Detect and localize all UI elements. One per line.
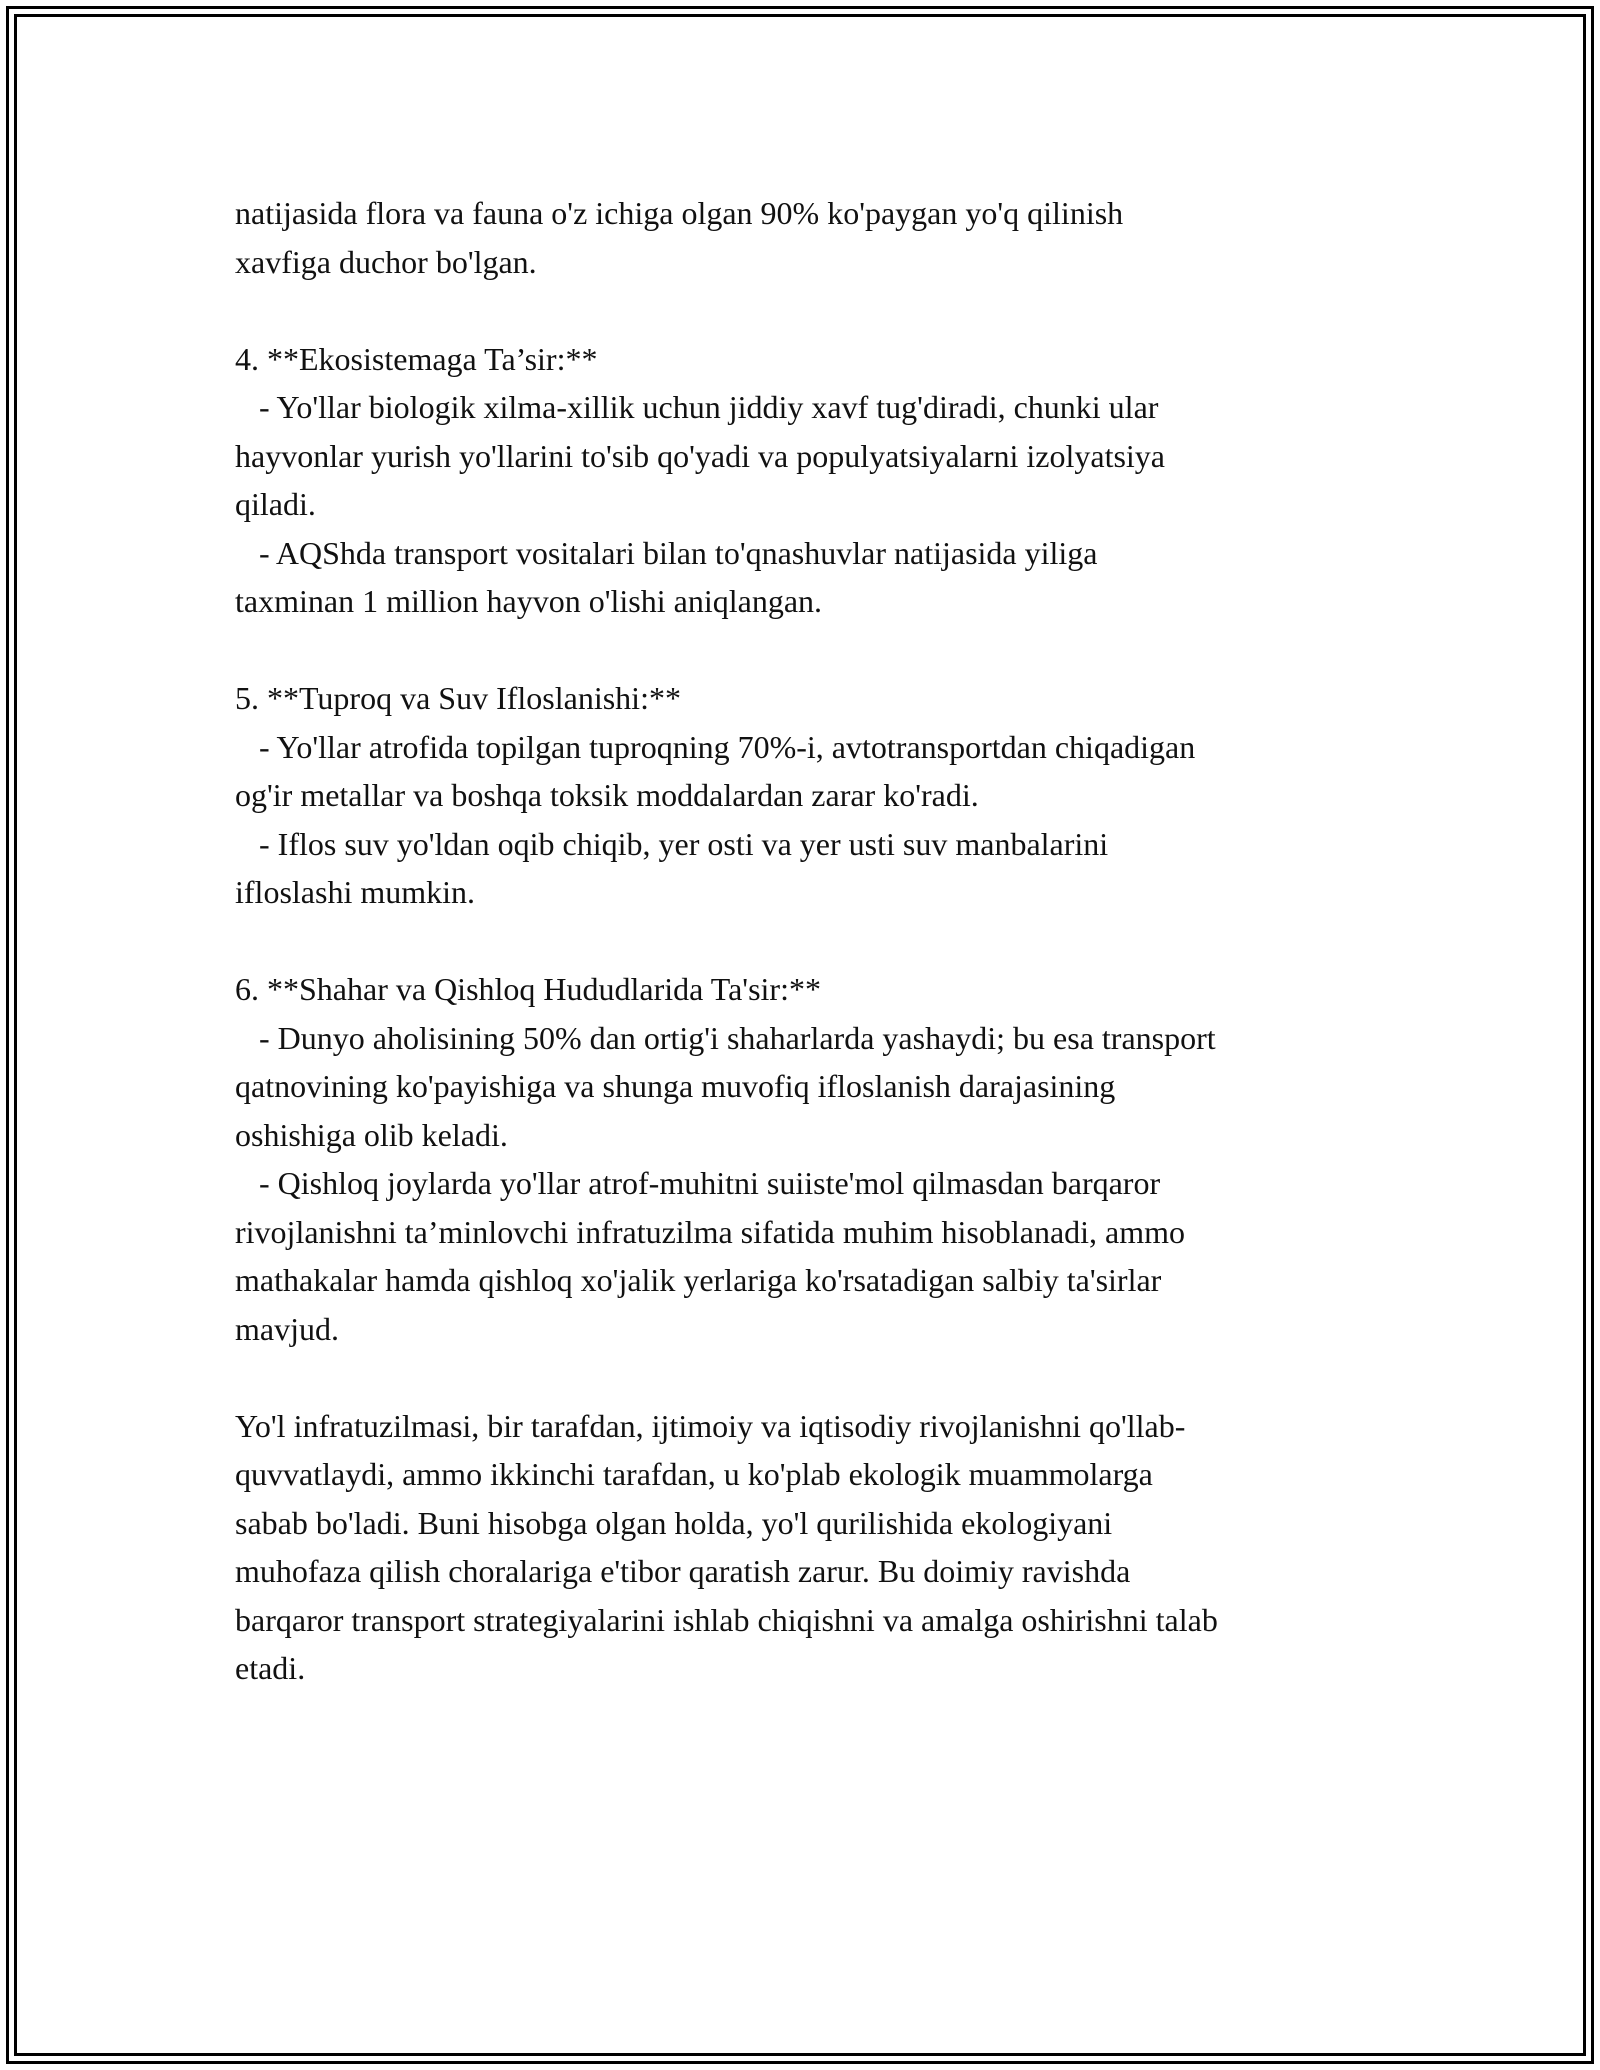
- text-line: sabab bo'ladi. Buni hisobga olgan holda, yo'l qurilishida ekologiyani: [235, 1504, 1113, 1541]
- section-heading: 5. **Tuproq va Suv Ifloslanishi:**: [235, 680, 681, 716]
- section-shahar-qishloq: [235, 965, 1385, 1353]
- text-line: og'ir metallar va boshqa toksik moddalardan zarar ko'radi.: [235, 777, 979, 813]
- text-line: - Yo'llar atrofida topilgan tuproqning 70%-i, avtotransportdan chiqadigan: [235, 728, 1196, 765]
- text-line: barqaror transport strategiyalarini ishlab chiqishni va amalga oshirishni talab: [235, 1601, 1218, 1638]
- paragraph-gap: [235, 286, 1385, 335]
- paragraph-gap: [235, 917, 1385, 966]
- section-heading: 4. **Ekosistemaga Ta’sir:**: [235, 340, 598, 377]
- text-line: - Qishloq joylarda yo'llar atrof-muhitni suiiste'mol qilmasdan barqaror: [235, 1165, 1161, 1201]
- paragraph-gap: [235, 1353, 1385, 1402]
- conclusion-paragraph: [235, 1402, 1385, 1693]
- text-line: - Dunyo aholisining 50% dan ortig'i shaharlarda yashaydi; bu esa transport: [235, 1019, 1216, 1056]
- text-line: taxminan 1 million hayvon o'lishi aniqlangan.: [235, 583, 823, 619]
- text-line: ifloslashi mumkin.: [235, 874, 475, 910]
- text-line: quvvatlaydi, ammo ikkinchi tarafdan, u ko'plab ekologik muammolarga: [235, 1456, 1153, 1492]
- text-line: etadi.: [235, 1650, 306, 1686]
- text-line: hayvonlar yurish yo'llarini to'sib qo'yadi va populyatsiyalarni izolyatsiya: [235, 437, 1165, 474]
- text-line: qiladi.: [235, 486, 316, 522]
- text-line: xavfiga duchor bo'lgan.: [235, 243, 537, 280]
- text-line: rivojlanishni ta’minlovchi infratuzilma sifatida muhim hisoblanadi, ammo: [235, 1213, 1186, 1250]
- text-line: Yo'l infratuzilmasi, bir tarafdan, ijtimoiy va iqtisodiy rivojlanishni qo'llab-: [235, 1407, 1186, 1444]
- section-heading: 6. **Shahar va Qishloq Hududlarida Ta'sir:**: [235, 971, 821, 1007]
- text-line: oshishiga olib keladi.: [235, 1116, 508, 1153]
- paragraph-gap: [235, 626, 1385, 675]
- document-body: [235, 189, 1385, 1693]
- intro-paragraph: [235, 189, 1385, 286]
- text-line: qatnovining ko'payishiga va shunga muvofiq ifloslanish darajasining: [235, 1068, 1116, 1104]
- section-tuproq-suv: [235, 674, 1385, 917]
- text-line: muhofaza qilish choralariga e'tibor qaratish zarur. Bu doimiy ravishda: [235, 1553, 1131, 1589]
- section-ekosistema: [235, 335, 1385, 626]
- text-line: mathakalar hamda qishloq xo'jalik yerlariga ko'rsatadigan salbiy ta'sirlar: [235, 1262, 1162, 1298]
- text-line: - Iflos suv yo'ldan oqib chiqib, yer osti va yer usti suv manbalarini: [235, 825, 1109, 862]
- text-line: - AQShda transport vositalari bilan to'qnashuvlar natijasida yiliga: [235, 534, 1098, 571]
- text-line: - Yo'llar biologik xilma-xillik uchun jiddiy xavf tug'diradi, chunki ular: [235, 389, 1159, 425]
- text-line: mavjud.: [235, 1310, 339, 1347]
- text-line: natijasida flora va fauna o'z ichiga olgan 90% ko'paygan yo'q qilinish: [235, 195, 1124, 231]
